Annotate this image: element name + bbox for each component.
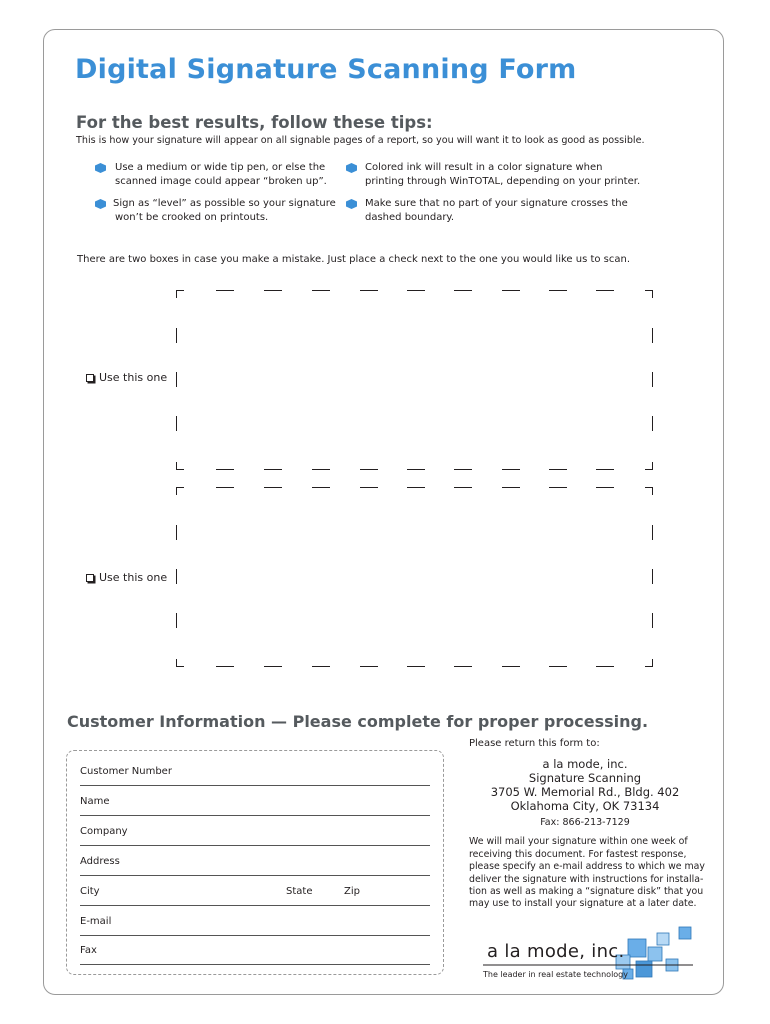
instructions: There are two boxes in case you make a mistake. Just place a check next to the one you would like us to scan. <box>77 254 631 265</box>
note-line: may use to install your signature at a later date. <box>469 898 697 909</box>
checkbox-label: Use this one <box>99 371 168 384</box>
page-title: Digital Signature Scanning Form <box>75 54 577 85</box>
tips-intro: This is how your signature will appear on all signable pages of a report, so you will want it to look as good as possible. <box>76 135 645 146</box>
signature-box-boundary <box>176 487 653 667</box>
field-label: E-mail <box>80 916 112 927</box>
return-street: 3705 W. Memorial Rd., Bldg. 402 <box>490 785 680 799</box>
note-line: receiving this document. For fastest response, <box>469 849 687 860</box>
city-state-zip-field[interactable] <box>80 886 430 906</box>
tips-heading: For the best results, follow these tips: <box>76 113 433 132</box>
tip-line: dashed boundary. <box>365 212 455 223</box>
signature-box-boundary <box>176 290 653 470</box>
logo-tagline: The leader in real estate technology <box>483 970 628 979</box>
field-label: Customer Number <box>80 766 172 777</box>
tip-line: Sign as “level” as possible so your signature <box>113 198 336 209</box>
signature-box-1[interactable] <box>176 290 653 470</box>
fax-field[interactable] <box>80 945 430 965</box>
field-label: Name <box>80 796 110 807</box>
use-this-one-checkbox-1[interactable] <box>86 371 167 384</box>
return-fax: Fax: 866-213-7129 <box>540 817 630 828</box>
email-input[interactable] <box>120 922 428 934</box>
return-city: Oklahoma City, OK 73134 <box>510 799 660 813</box>
tip-line: Use a medium or wide tip pen, or else the <box>115 162 326 173</box>
field-label: Company <box>80 826 128 837</box>
checkbox-icon[interactable] <box>86 374 94 382</box>
field-label: State <box>286 886 313 897</box>
tip-line: scanned image could appear “broken up”. <box>115 176 327 187</box>
company-field[interactable] <box>80 826 430 846</box>
note-line: We will mail your signature within one week of <box>469 836 688 847</box>
return-company: a la mode, inc. <box>542 757 628 771</box>
field-label: Address <box>80 856 120 867</box>
company-input[interactable] <box>140 832 428 844</box>
note-line: deliver the signature with instructions for installa- <box>469 874 704 885</box>
note-line: tion as well as making a “signature disk” that you <box>469 886 704 897</box>
checkbox-icon[interactable] <box>86 574 94 582</box>
tip-line: Make sure that no part of your signature crosses the <box>365 198 628 209</box>
field-label: Zip <box>344 886 360 897</box>
field-label: City <box>80 886 100 897</box>
name-input[interactable] <box>120 802 428 814</box>
note-line: please specify an e-mail address to which we may <box>469 861 705 872</box>
city-input[interactable] <box>110 892 280 904</box>
return-dept: Signature Scanning <box>528 771 642 785</box>
zip-input[interactable] <box>366 892 428 904</box>
address-field[interactable] <box>80 856 430 876</box>
checkbox-label: Use this one <box>99 571 168 584</box>
email-field[interactable] <box>80 916 430 936</box>
name-field[interactable] <box>80 796 430 816</box>
signature-box-2[interactable] <box>176 487 653 667</box>
tip-line: won’t be crooked on printouts. <box>115 212 269 223</box>
tip-line: Colored ink will result in a color signature when <box>365 162 603 173</box>
logo-wordmark: a la mode, inc. <box>487 941 625 962</box>
address-input[interactable] <box>140 862 428 874</box>
fax-input[interactable] <box>110 951 428 963</box>
field-label: Fax <box>80 945 97 956</box>
return-prompt: Please return this form to: <box>469 738 600 749</box>
customer-number-input[interactable] <box>180 772 428 784</box>
customer-number-field[interactable] <box>80 766 430 786</box>
customer-info-heading: Customer Information — Please complete for proper processing. <box>67 712 649 731</box>
state-input[interactable] <box>316 892 342 904</box>
use-this-one-checkbox-2[interactable] <box>86 571 167 584</box>
tip-line: printing through WinTOTAL, depending on your printer. <box>365 176 641 187</box>
